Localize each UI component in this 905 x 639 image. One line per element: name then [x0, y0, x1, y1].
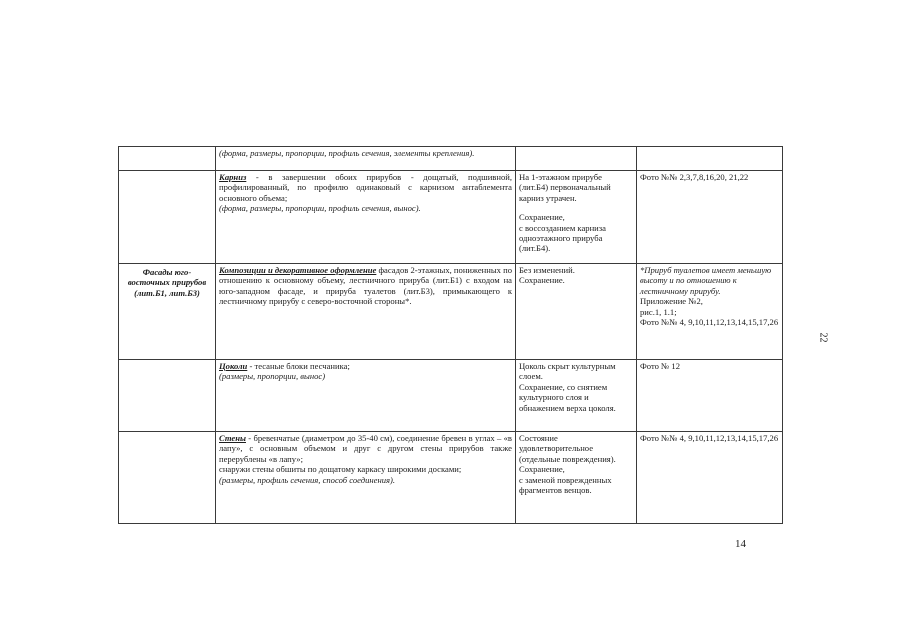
- row1-state: На 1-этажном прирубе (лит.Б4) первоначальный карниз утрачен.: [519, 172, 611, 203]
- row4-heading: Стены: [219, 433, 246, 443]
- table-cell: [216, 147, 516, 171]
- row2-state: Без изменений.: [519, 265, 575, 275]
- row4-note: (размеры, профиль сечения, способ соединения).: [219, 474, 396, 485]
- section-title: Фасады юго-восточных прирубов (лит.Б1, лит.Б3): [127, 267, 207, 298]
- row3-text: - тесаные блоки песчаника;: [247, 361, 350, 371]
- table-cell: [216, 432, 516, 524]
- table-row: [119, 147, 783, 171]
- table-cell: [119, 432, 216, 524]
- row1-text: - в завершении обоих прирубов - дощатый, подшивной, профилированный, по профилю одинаковый с карнизом антаблемента основного объема;: [219, 172, 512, 203]
- row4-photos: Фото №№ 4, 9,10,11,12,13,14,15,17,26: [640, 433, 779, 443]
- row3-heading: Цоколи: [219, 361, 248, 371]
- table-cell: [637, 432, 783, 524]
- table-row: [119, 432, 783, 524]
- row1-action: Сохранение,: [519, 212, 565, 223]
- table-cell: [119, 171, 216, 264]
- table-cell: [637, 147, 783, 171]
- table-cell: [637, 264, 783, 360]
- heritage-table: [118, 146, 783, 524]
- table-cell: [216, 360, 516, 432]
- row4-text: - бревенчатые (диаметром до 35-40 см), соединение бревен в углах – «в лапу», с основным объемом и друг с другом стены прирубов также перерублены «в лапу»;: [219, 433, 512, 464]
- table-cell: [637, 360, 783, 432]
- table-cell: [216, 171, 516, 264]
- row2-figure: рис.1, 1.1;: [640, 306, 677, 317]
- table-row: [119, 360, 783, 432]
- row2-photos: Фото №№ 4, 9,10,11,12,13,14,15,17,26: [640, 317, 779, 328]
- row1-photos: Фото №№ 2,3,7,8,16,20, 21,22: [640, 172, 749, 182]
- row1-action-detail: с воссозданием карниза одноэтажного прируба (лит.Б4).: [519, 222, 606, 254]
- row0-note: (форма, размеры, пропорции, профиль сечения, элементы крепления).: [219, 148, 475, 158]
- row4-text-2: снаружи стены обшиты по дощатому каркасу широкими досками;: [219, 464, 462, 475]
- row2-text: фасадов 2-этажных, пониженных по отношению к основному объему, лестничного прируба (лит.Б1) с входом на юго-западном фасаде, и прируба туалетов (лит.Б3), примыкающего к лестничному прирубу с северо-восточной стороны*.: [219, 265, 512, 307]
- row1-heading: Карниз: [219, 172, 247, 182]
- table-row: [119, 264, 783, 360]
- page-number: 14: [735, 538, 746, 550]
- row2-appendix: Приложение №2,: [640, 296, 703, 307]
- row3-photos: Фото № 12: [640, 361, 681, 371]
- row3-action: Сохранение, со снятием культурного слоя и обнажением верха цоколя.: [519, 381, 616, 413]
- row1-note: (форма, размеры, пропорции, профиль сечения, вынос).: [219, 203, 421, 214]
- table-cell: [516, 147, 637, 171]
- table-cell: [516, 264, 637, 360]
- table-cell: [119, 147, 216, 171]
- row4-action: Сохранение,: [519, 464, 565, 475]
- row2-action: Сохранение.: [519, 275, 565, 286]
- table-cell: [516, 432, 637, 524]
- table-row: [119, 171, 783, 264]
- row4-action-detail: с заменой поврежденных фрагментов венцов.: [519, 474, 612, 496]
- row3-state: Цоколь скрыт культурным слоем.: [519, 361, 616, 382]
- side-page-number: 22: [817, 332, 829, 343]
- table-cell: [637, 171, 783, 264]
- table-cell: [516, 171, 637, 264]
- row4-state: Состояние удовлетворительное (отдельные повреждения).: [519, 433, 616, 464]
- table-cell: [119, 360, 216, 432]
- row2-heading: Композиции и декоративное оформление: [219, 265, 377, 275]
- row3-note: (размеры, пропорции, вынос): [219, 371, 326, 382]
- table-cell: [516, 360, 637, 432]
- table-cell: [216, 264, 516, 360]
- table-cell: [119, 264, 216, 360]
- row2-footnote: *Прируб туалетов имеет меньшую высоту и по отношению к лестничному прирубу.: [640, 265, 772, 296]
